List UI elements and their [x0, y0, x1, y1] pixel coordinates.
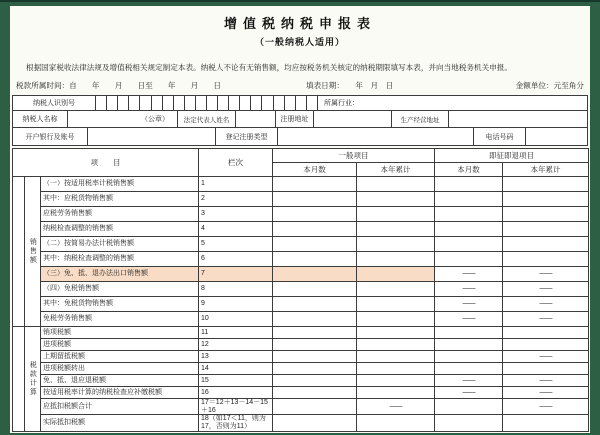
- column-number: 10: [199, 312, 273, 327]
- header-column: 栏次: [199, 149, 273, 177]
- data-cell: [357, 351, 435, 363]
- data-cell: ——: [503, 282, 589, 297]
- group-spacer-cell: [13, 177, 25, 327]
- table-row: [13, 177, 589, 192]
- item-label: 其中：应税货物销售额: [41, 192, 199, 207]
- data-cell: [503, 363, 589, 375]
- data-cell: [435, 327, 503, 339]
- data-cell: [273, 327, 357, 339]
- id-box: [251, 96, 262, 110]
- data-cell: [435, 339, 503, 351]
- data-cell: ——: [435, 387, 503, 399]
- id-box: [229, 96, 240, 110]
- legal-rep-label: 法定代表人姓名: [178, 111, 236, 127]
- table-row: [13, 351, 589, 363]
- seal-note: （公章）: [68, 111, 178, 127]
- data-cell: [273, 237, 357, 252]
- data-cell: [357, 267, 435, 282]
- item-label: 进项税额: [41, 339, 199, 351]
- header-ytd: 本年累计: [357, 163, 435, 177]
- phone-value: [526, 128, 587, 145]
- data-cell: [435, 363, 503, 375]
- table-row: [13, 387, 589, 399]
- id-box: [262, 96, 273, 110]
- form-title: 增值税纳税申报表: [223, 16, 376, 31]
- header-refund: 即征即退项目: [435, 149, 589, 163]
- column-number: 7: [199, 267, 273, 282]
- column-number: 3: [199, 207, 273, 222]
- data-cell: ——: [503, 399, 589, 415]
- legal-rep-value: [236, 111, 276, 127]
- data-cell: [273, 192, 357, 207]
- table-row: [13, 415, 589, 431]
- data-cell: [273, 222, 357, 237]
- group-label: 销售额: [25, 177, 41, 327]
- data-cell: [435, 399, 503, 415]
- data-cell: ——: [503, 312, 589, 327]
- table-row: [13, 237, 589, 252]
- amount-unit-note: 金额单位：元至角分: [515, 81, 584, 90]
- data-cell: [357, 327, 435, 339]
- item-label: 上期留抵税额: [41, 351, 199, 363]
- data-cell: [503, 327, 589, 339]
- data-cell: [357, 177, 435, 192]
- data-cell: [503, 192, 589, 207]
- meta-line: [16, 80, 584, 91]
- table-row: [13, 297, 589, 312]
- header-month: 本月数: [435, 163, 503, 177]
- data-cell: [357, 207, 435, 222]
- group-spacer-cell: [13, 327, 25, 432]
- data-cell: [435, 351, 503, 363]
- data-cell: ——: [435, 282, 503, 297]
- id-box: [196, 96, 207, 110]
- data-cell: ——: [435, 297, 503, 312]
- data-cell: ——: [503, 267, 589, 282]
- table-row: [13, 207, 589, 222]
- data-cell: [273, 267, 357, 282]
- column-number: 2: [199, 192, 273, 207]
- column-number: 18（如17＜11，则为17，否则为11）: [199, 415, 273, 431]
- item-label: （一）按适用税率计税销售额: [41, 177, 199, 192]
- data-cell: [357, 375, 435, 387]
- table-row: [13, 399, 589, 415]
- data-cell: ——: [435, 267, 503, 282]
- taxpayer-id-boxes: [96, 96, 318, 110]
- item-label: 其中：纳税检查调整的销售额: [41, 252, 199, 267]
- data-cell: [357, 222, 435, 237]
- table-row: [13, 339, 589, 351]
- item-label: 销项税额: [41, 327, 199, 339]
- id-box: [307, 96, 317, 110]
- column-number: 5: [199, 237, 273, 252]
- business-address-label: 生产经营地址: [392, 111, 449, 127]
- data-cell: [357, 192, 435, 207]
- item-label: （四）免税销售额: [41, 282, 199, 297]
- info-row-name: [13, 111, 587, 128]
- data-cell: [357, 297, 435, 312]
- data-cell: [503, 252, 589, 267]
- data-cell: ——: [435, 312, 503, 327]
- taxpayer-info-grid: [12, 95, 588, 146]
- bank-account-label: 开户银行及账号: [13, 128, 88, 145]
- data-cell: ——: [503, 387, 589, 399]
- data-cell: [357, 339, 435, 351]
- item-label: 免税劳务销售额: [41, 312, 199, 327]
- item-label: 纳税检查调整的销售额: [41, 222, 199, 237]
- info-row-bank: [13, 128, 587, 145]
- table-row: [13, 252, 589, 267]
- id-box: [152, 96, 163, 110]
- column-number: 6: [199, 252, 273, 267]
- business-address-value: [449, 111, 587, 127]
- fill-date-line: 填表日期： 年 月 日: [306, 81, 394, 90]
- column-number: 4: [199, 222, 273, 237]
- phone-label: 电话号码: [474, 128, 526, 145]
- table-row: [13, 327, 589, 339]
- group-label: 税款计算: [25, 327, 41, 432]
- column-number: 17＝12＋13－14－15＋16: [199, 399, 273, 415]
- data-cell: [273, 363, 357, 375]
- column-number: 16: [199, 387, 273, 399]
- id-box: [274, 96, 285, 110]
- data-cell: [273, 297, 357, 312]
- id-box: [163, 96, 174, 110]
- table-header-row-1: [13, 149, 589, 163]
- data-cell: ——: [357, 399, 435, 415]
- registered-address-label: 注册地址: [276, 111, 314, 127]
- taxpayer-name-label: 纳税人名称: [13, 111, 68, 127]
- data-cell: [273, 415, 357, 431]
- item-label: 免、抵、退应退税额: [41, 375, 199, 387]
- column-number: 8: [199, 282, 273, 297]
- data-cell: [273, 339, 357, 351]
- id-box: [140, 96, 151, 110]
- id-box: [207, 96, 218, 110]
- id-box: [118, 96, 129, 110]
- taxpayer-id-label: 纳税人识别号: [13, 96, 96, 110]
- column-number: 15: [199, 375, 273, 387]
- table-row: [13, 375, 589, 387]
- tax-form: [10, 6, 590, 433]
- data-cell: [273, 177, 357, 192]
- form-subtitle: （一般纳税人适用）: [254, 37, 345, 47]
- registration-type-value: [278, 128, 474, 145]
- data-cell: [273, 387, 357, 399]
- item-label: 实际抵扣税额: [41, 415, 199, 431]
- registered-address-value: [314, 111, 392, 127]
- table-row: [13, 222, 589, 237]
- id-box: [185, 96, 196, 110]
- data-cell: [357, 415, 435, 431]
- tax-period-line: 税款所属时间：自 年 月 日至 年 月 日: [16, 81, 222, 90]
- main-table: [12, 148, 589, 432]
- registration-type-label: 登记注册类型: [216, 128, 278, 145]
- data-cell: [503, 207, 589, 222]
- data-cell: [503, 339, 589, 351]
- column-number: 14: [199, 363, 273, 375]
- bank-account-value: [88, 128, 216, 145]
- data-cell: [273, 312, 357, 327]
- header-item: 项 目: [13, 149, 199, 177]
- data-cell: [503, 237, 589, 252]
- data-cell: [435, 222, 503, 237]
- data-cell: [435, 177, 503, 192]
- id-box: [296, 96, 307, 110]
- item-label: 其中：免税货物销售额: [41, 297, 199, 312]
- data-cell: [503, 222, 589, 237]
- table-row: [13, 282, 589, 297]
- header-ytd: 本年累计: [503, 163, 589, 177]
- data-cell: [273, 399, 357, 415]
- data-cell: [273, 282, 357, 297]
- data-cell: ——: [503, 351, 589, 363]
- data-cell: [435, 192, 503, 207]
- data-cell: [273, 207, 357, 222]
- data-cell: [435, 252, 503, 267]
- header-general: 一般项目: [273, 149, 435, 163]
- id-box: [218, 96, 229, 110]
- item-label: 按适用税率计算的纳税检查应补缴税额: [41, 387, 199, 399]
- data-cell: [273, 351, 357, 363]
- data-cell: [357, 237, 435, 252]
- data-cell: [503, 415, 589, 431]
- item-label: 应抵扣税额合计: [41, 399, 199, 415]
- data-cell: [357, 387, 435, 399]
- industry-label: 所属行业：: [324, 100, 359, 107]
- column-number: 11: [199, 327, 273, 339]
- column-number: 13: [199, 351, 273, 363]
- table-row: [13, 363, 589, 375]
- data-cell: [435, 207, 503, 222]
- intro-note: 根据国家税收法律法规及增值税相关规定制定本表。纳税人不论有无销售额，均应按税务机关核定的纳税期限填写本表，并向当地税务机关申报。: [26, 63, 512, 72]
- item-label: 应税劳务销售额: [41, 207, 199, 222]
- item-label: 进项税额转出: [41, 363, 199, 375]
- data-cell: [357, 252, 435, 267]
- id-box: [129, 96, 140, 110]
- header-month: 本月数: [273, 163, 357, 177]
- id-box: [240, 96, 251, 110]
- data-cell: [273, 375, 357, 387]
- table-row: [13, 312, 589, 327]
- item-label: （二）按简易办法计税销售额: [41, 237, 199, 252]
- id-box: [285, 96, 296, 110]
- data-cell: [357, 282, 435, 297]
- column-number: 12: [199, 339, 273, 351]
- id-box: [174, 96, 185, 110]
- data-cell: [503, 177, 589, 192]
- table-row: [13, 192, 589, 207]
- item-label: （三）免、抵、退办法出口销售额: [41, 267, 199, 282]
- data-cell: [435, 415, 503, 431]
- data-cell: [357, 312, 435, 327]
- column-number: 9: [199, 297, 273, 312]
- data-cell: [357, 363, 435, 375]
- column-number: 1: [199, 177, 273, 192]
- info-row-id: [13, 96, 587, 111]
- data-cell: [273, 252, 357, 267]
- table-row: [13, 267, 589, 282]
- data-cell: [435, 237, 503, 252]
- data-cell: ——: [503, 297, 589, 312]
- main-table-body: [13, 177, 589, 432]
- data-cell: ——: [503, 375, 589, 387]
- id-box: [96, 96, 107, 110]
- data-cell: ——: [435, 375, 503, 387]
- id-box: [107, 96, 118, 110]
